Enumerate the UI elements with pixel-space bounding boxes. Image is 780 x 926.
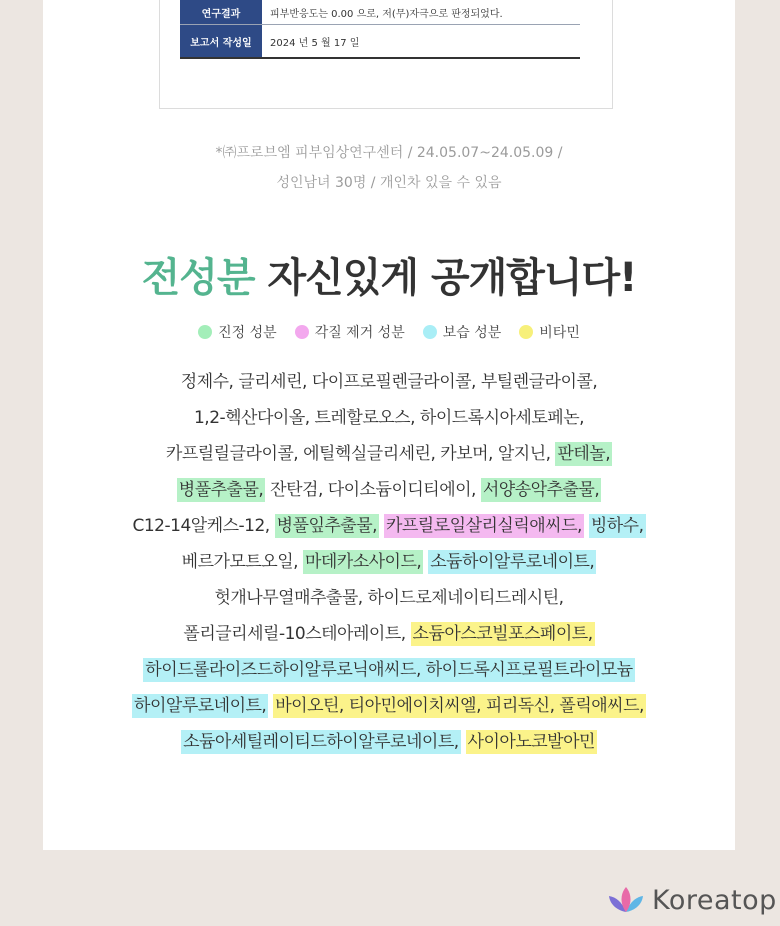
clinical-report-box [159, 0, 613, 109]
ingredient-line [43, 472, 735, 508]
ingredient-legend [43, 322, 735, 342]
ingredient-highlight-cyan: 하이알루로네이트, [134, 696, 267, 716]
logo-text: Koreatop [652, 884, 777, 916]
legend-label: 각질 제거 성분 [314, 325, 405, 341]
ingredient-highlight-cyan: 하이드롤라이즈드하이알루로닉애씨드, 하이드록시프로필트라이모늄 [145, 660, 633, 680]
report-row-result [180, 0, 580, 25]
legend-label: 보습 성분 [442, 325, 502, 341]
ingredient-text: 잔탄검, 다이소듐이디티에이, [265, 480, 481, 500]
report-result-value: 피부반응도는 0.00 으로, 저(무)자극으로 판정되었다. [262, 0, 580, 25]
ingredient-line [43, 544, 735, 580]
report-date-label: 보고서 작성일 [180, 25, 262, 59]
legend-dot-icon [423, 325, 437, 339]
ingredient-highlight-pink: 카프릴로일살리실릭애씨드, [385, 516, 582, 536]
legend-item-soothing [198, 322, 277, 342]
ingredient-line [43, 400, 735, 436]
ingredient-line [43, 364, 735, 400]
lotus-icon [606, 884, 646, 916]
page-headline [43, 246, 735, 303]
report-row-date [180, 25, 580, 59]
ingredient-text: C12-14알케스-12, [132, 516, 275, 536]
headline-accent: 전성분 [141, 255, 255, 301]
ingredient-text: 정제수, 글리세린, 다이프로필렌글라이콜, 부틸렌글라이콜, [180, 372, 598, 392]
ingredient-line [43, 436, 735, 472]
ingredient-text: 헛개나무열매추출물, 하이드로제네이티드레시틴, [214, 588, 564, 608]
ingredient-text: 카프릴릴글라이콜, 에틸헥실글리세린, 카보머, 알지닌, [165, 444, 556, 464]
ingredient-highlight-cyan: 소듐아세틸레이티드하이알루로네이트, [183, 732, 459, 752]
ingredient-text: 폴리글리세릴-10스테아레이트, [183, 624, 411, 644]
ingredient-line [43, 652, 735, 688]
legend-label: 진정 성분 [218, 325, 277, 341]
legend-item-exfoliating [295, 322, 405, 342]
headline-rest: 자신있게 공개합니다! [254, 255, 637, 301]
ingredient-line [43, 724, 735, 760]
ingredient-text [461, 732, 466, 752]
source-note-line1: *㈜프로브엠 피부임상연구센터 / 24.05.07~24.05.09 / [215, 145, 563, 161]
legend-label: 비타민 [539, 325, 580, 341]
ingredient-list [43, 364, 735, 760]
ingredient-highlight-cyan: 빙하수, [590, 516, 644, 536]
ingredient-line [43, 616, 735, 652]
ingredient-highlight-yellow: 소듐아스코빌포스페이트, [412, 624, 593, 644]
report-result-label: 연구결과 [180, 0, 262, 25]
ingredient-highlight-green: 병풀추출물, [178, 480, 264, 500]
ingredient-text: 1,2-헥산다이올, 트레할로오스, 하이드록시아세토페논, [193, 408, 585, 428]
legend-dot-icon [295, 325, 309, 339]
legend-item-moisturizing [423, 322, 502, 342]
source-note-line2: 성인남녀 30명 / 개인차 있을 수 있음 [276, 175, 502, 191]
ingredient-highlight-yellow: 사이아노코발아민 [467, 732, 595, 752]
ingredient-highlight-cyan: 소듐하이알루로네이트, [430, 552, 595, 572]
ingredient-highlight-green: 병풀잎추출물, [276, 516, 378, 536]
ingredient-line [43, 580, 735, 616]
report-date-value: 2024 년 5 월 17 일 [262, 25, 580, 59]
ingredient-highlight-yellow: 바이오틴, 티아민에이치씨엘, 피리독신, 폴릭애씨드, [275, 696, 644, 716]
ingredient-highlight-green: 판테놀, [557, 444, 611, 464]
ingredient-line [43, 508, 735, 544]
report-table [180, 0, 580, 59]
ingredient-highlight-green: 서양송악추출물, [482, 480, 600, 500]
legend-dot-icon [519, 325, 533, 339]
ingredient-text: 베르가모트오일, [181, 552, 303, 572]
ingredient-highlight-green: 마데카소사이드, [304, 552, 422, 572]
ingredient-line [43, 688, 735, 724]
legend-dot-icon [198, 325, 212, 339]
koreatop-logo [606, 884, 777, 916]
legend-item-vitamin [519, 322, 580, 342]
content-card [43, 0, 735, 850]
